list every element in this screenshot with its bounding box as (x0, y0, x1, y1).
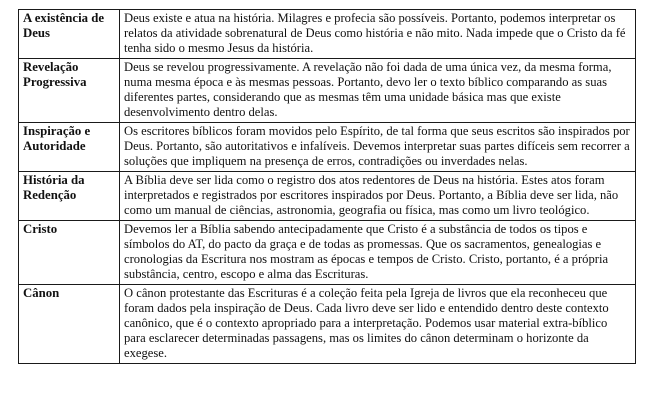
table-row (19, 172, 636, 221)
principles-table (18, 9, 636, 364)
row-term: Cânon (19, 285, 120, 364)
table-row (19, 123, 636, 172)
row-term: A existência de Deus (19, 10, 120, 59)
row-description: Os escritores bíblicos foram movidos pelo Espírito, de tal forma que seus escritos são inspirados por Deus. Portanto, são autoritativos e infalíveis. Devemos interpretar suas partes difíceis sem recorrer a soluções que impliquem na presença de erros, contradições ou inverdades nelas. (120, 123, 636, 172)
row-term: Cristo (19, 221, 120, 285)
row-description: O cânon protestante das Escrituras é a coleção feita pela Igreja de livros que ela reconheceu que foram dados pela inspiração de Deus. Cada livro deve ser lido e entendido dentro deste contexto canônico, que é o contexto apropriado para a interpretação. Podemos usar material extra-bíblico para esclarecer determinadas passagens, mas os limites do cânon determinam o horizonte da exegese. (120, 285, 636, 364)
table-row (19, 285, 636, 364)
row-term: Revelação Progressiva (19, 59, 120, 123)
row-description: A Bíblia deve ser lida como o registro dos atos redentores de Deus na história. Estes atos foram interpretados e registrados por escritores inspirados por Deus. Portanto, a Bíblia deve ser lida, não como um manual de ciências, astronomia, geografia ou física, mas como um livro teológico. (120, 172, 636, 221)
row-description: Devemos ler a Bíblia sabendo antecipadamente que Cristo é a substância de todos os tipos e símbolos do AT, do pacto da graça e de todas as promessas. Que os sacramentos, genealogias e cronologias da Escritura nos mostram as épocas e tempos de Cristo. Cristo, portanto, é a própria substância, centro, escopo e alma das Escrituras. (120, 221, 636, 285)
row-description: Deus existe e atua na história. Milagres e profecia são possíveis. Portanto, podemos interpretar os relatos da atividade sobrenatural de Deus como história e não mito. Nada impede que o Cristo da fé tenha sido o mesmo Jesus da história. (120, 10, 636, 59)
row-term: História da Redenção (19, 172, 120, 221)
row-term: Inspiração e Autoridade (19, 123, 120, 172)
row-description: Deus se revelou progressivamente. A revelação não foi dada de uma única vez, da mesma forma, numa mesma época e às mesmas pessoas. Portanto, devo ler o texto bíblico comparando as suas diferentes partes, considerando que as mesmas têm uma unidade básica mas que existe desenvolvimento dentro delas. (120, 59, 636, 123)
table-row (19, 221, 636, 285)
table-row (19, 10, 636, 59)
table-row (19, 59, 636, 123)
